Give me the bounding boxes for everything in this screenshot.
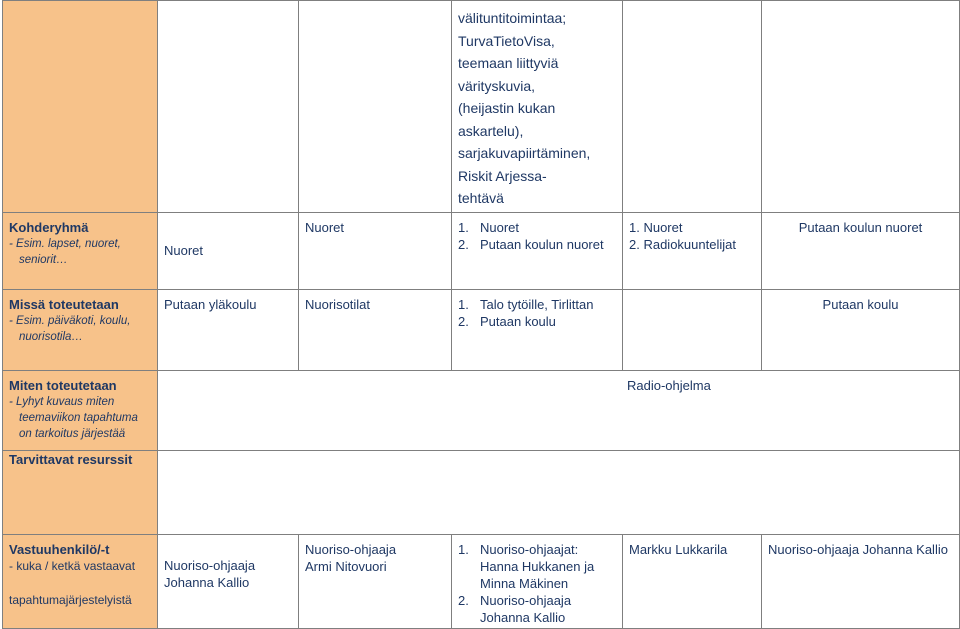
row-hint (9, 575, 151, 592)
list-number: 1. (458, 296, 469, 312)
numbered-list (458, 541, 616, 626)
list-line: Johanna Kallio (480, 609, 566, 625)
list-line: Minna Mäkinen (480, 575, 569, 591)
cell-empty (623, 289, 762, 370)
row-hint: nuorisotila… (19, 330, 83, 343)
row-missa (3, 289, 960, 370)
cell-missa-3 (452, 289, 623, 370)
row-hint: - Esim. lapset, nuoret, (9, 237, 121, 250)
activities-line: askartelu), (458, 122, 524, 139)
list-item (458, 296, 616, 313)
cell-kohderyhma-1 (158, 212, 299, 289)
header-cell-empty (3, 1, 158, 213)
header-tarvittavat (3, 450, 158, 534)
list-number: 1. (458, 219, 469, 235)
list-item (458, 541, 616, 592)
cell-line: Johanna Kallio (164, 574, 250, 590)
cell-vastuu-2 (299, 534, 452, 628)
cell-missa-5 (762, 289, 960, 370)
row-activities (3, 1, 960, 213)
row-hint: tapahtumajärjestelyistä (9, 592, 132, 607)
list-item (458, 313, 616, 330)
header-miten (3, 370, 158, 450)
activities-line: teemaan liittyviä (458, 55, 559, 71)
list-text: Putaan koulun nuoret (480, 236, 604, 252)
list-item (458, 592, 616, 626)
cell-kohderyhma-3 (452, 212, 623, 289)
cell-line: Nuoriso-ohjaaja (164, 557, 256, 573)
list-item (458, 219, 616, 236)
header-kohderyhma (3, 212, 158, 289)
cell-line: Armi Nitovuori (305, 558, 387, 574)
list-number: 2. (458, 313, 469, 329)
numbered-list (458, 296, 616, 330)
cell-text: Putaan yläkoulu (164, 296, 257, 312)
cell-line: 2. Radiokuuntelijat (629, 236, 736, 252)
list-text: Nuoret (480, 219, 520, 235)
list-text: Putaan koulu (480, 313, 556, 329)
row-hint: - Lyhyt kuvaus miten (9, 395, 115, 408)
row-title: Miten toteutetaan (9, 377, 117, 393)
row-miten (3, 370, 960, 450)
row-vastuu (3, 534, 960, 628)
cell-kohderyhma-4 (623, 212, 762, 289)
cell-tarvittavat-merged (158, 450, 960, 534)
cell-text: Nuoret (305, 219, 345, 235)
row-hint: - kuka / ketkä vastaavat (9, 558, 136, 573)
list-text (480, 541, 594, 592)
activities-line: Riskit Arjessa- (458, 167, 547, 184)
activities-line: (heijastin kukan (458, 100, 556, 116)
cell-text: Radio-ohjelma (627, 377, 711, 393)
cell-vastuu-5 (762, 534, 960, 628)
cell-text: Nuoriso-ohjaaja Johanna Kallio (768, 541, 948, 557)
cell-vastuu-4 (623, 534, 762, 628)
cell-kohderyhma-2 (299, 212, 452, 289)
row-hint: - Esim. päiväkoti, koulu, (9, 314, 131, 327)
activities-line: välituntitoimintaa; (458, 10, 567, 26)
row-title: Tarvittavat resurssit (9, 451, 133, 467)
cell-kohderyhma-5 (762, 212, 960, 289)
cell-missa-2 (299, 289, 452, 370)
cell-empty (623, 1, 762, 213)
row-title: Vastuuhenkilö/-t (9, 541, 110, 557)
cell-missa-1 (158, 289, 299, 370)
plan-table (2, 0, 960, 629)
cell-line: Nuoriso-ohjaaja (305, 541, 397, 557)
row-hint: teemaviikon tapahtuma (19, 411, 138, 424)
cell-vastuu-1 (158, 534, 299, 628)
list-text: Talo tytöille, Tirlittan (480, 296, 594, 312)
list-line: Hanna Hukkanen ja (480, 558, 595, 574)
list-number: 2. (458, 592, 469, 608)
row-tarvittavat (3, 450, 960, 534)
row-hint: seniorit… (19, 253, 68, 266)
list-number: 1. (458, 541, 469, 557)
activities-line: sarjakuvapiirtäminen, (458, 145, 591, 161)
cell-text: Nuoret (164, 243, 204, 258)
row-hint: on tarkoitus järjestää (19, 427, 126, 440)
header-vastuu (3, 534, 158, 628)
activities-line: värityskuvia, (458, 77, 536, 94)
list-number: 2. (458, 236, 469, 252)
cell-line: 1. Nuoret (629, 219, 683, 235)
cell-empty (299, 1, 452, 213)
cell-text: Putaan koulun nuoret (798, 219, 923, 235)
numbered-list (458, 219, 616, 253)
cell-text: Putaan koulu (822, 296, 899, 312)
list-line: Nuoriso-ohjaaja (480, 592, 572, 608)
list-text (480, 592, 571, 626)
cell-text: Nuorisotilat (305, 296, 371, 312)
cell-empty (158, 1, 299, 213)
list-line: Nuoriso-ohjaajat: (480, 541, 579, 557)
cell-vastuu-3 (452, 534, 623, 628)
activities-line: tehtävä (458, 190, 504, 206)
row-title: Missä toteutetaan (9, 296, 119, 312)
cell-activities (452, 1, 623, 213)
row-kohderyhma (3, 212, 960, 289)
row-title: Kohderyhmä (9, 219, 89, 235)
list-item (458, 236, 616, 253)
activities-line: TurvaTietoVisa, (458, 32, 555, 49)
header-missa (3, 289, 158, 370)
cell-empty (762, 1, 960, 213)
cell-text: Markku Lukkarila (629, 541, 728, 557)
cell-miten-merged (158, 370, 960, 450)
